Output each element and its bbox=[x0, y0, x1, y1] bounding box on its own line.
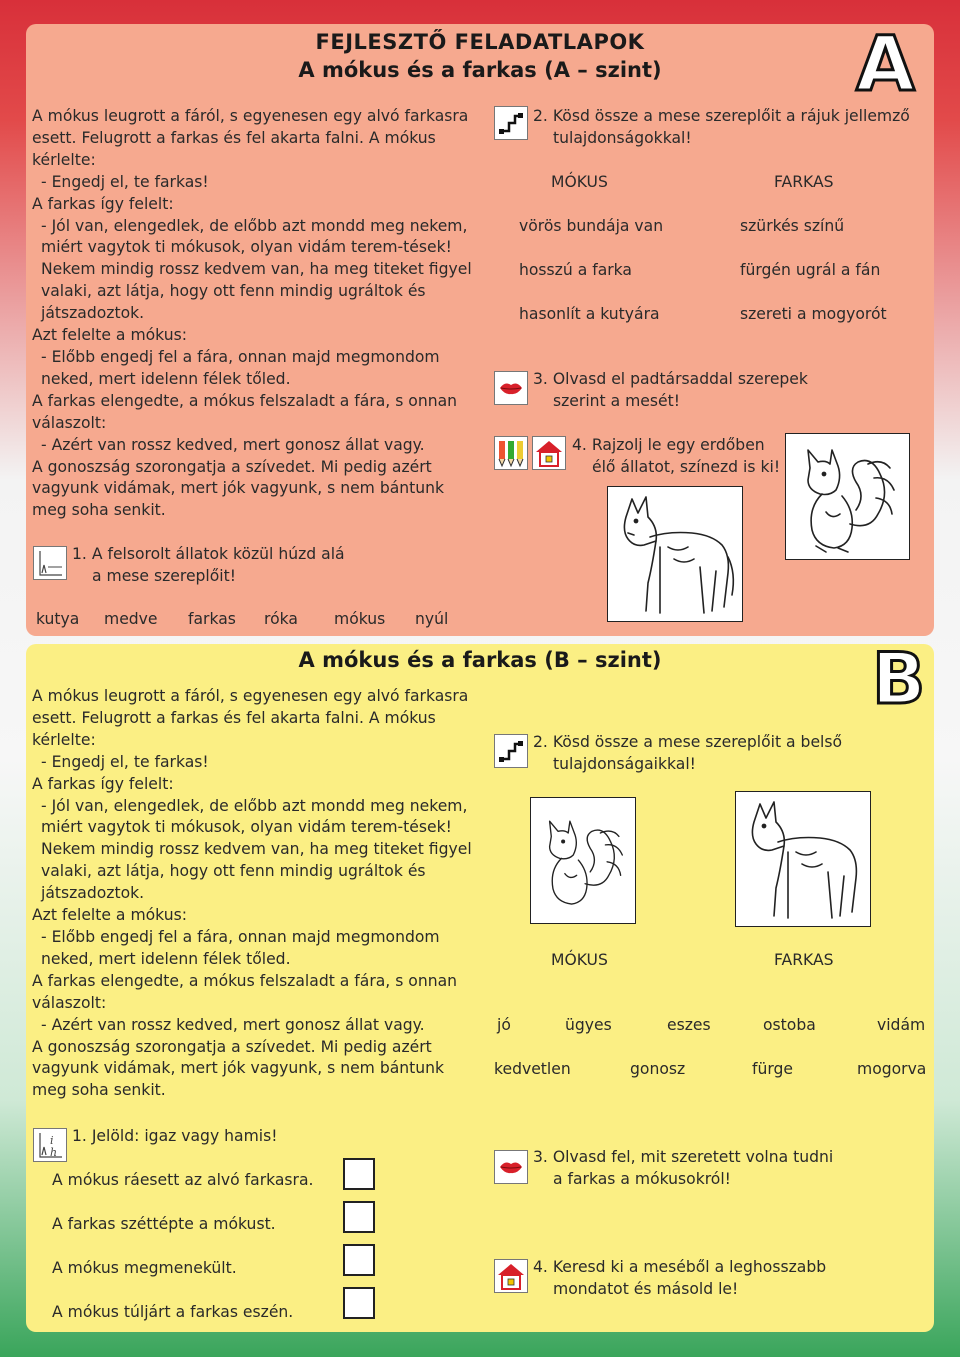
true-false-checkbox-1[interactable] bbox=[343, 1158, 375, 1190]
story-paragraph: - Jól van, elengedlek, de előbb azt mondd meg nekem, miért vagytok ti mókusok, olyan vidám terem-tések! Nekem mindig rossz kedvem van, ha meg titeket figyel valaki, azt látja, hogy ott fenn mindig ugráltok és játszadoztok. bbox=[41, 216, 472, 323]
a-trait-right-3[interactable]: szereti a mogyorót bbox=[740, 305, 887, 323]
b-statement-1: A mókus ráesett az alvó farkasra. bbox=[52, 1171, 314, 1189]
house-icon bbox=[494, 1259, 528, 1293]
b-statement-3: A mókus megmenekült. bbox=[52, 1259, 237, 1277]
a-task2-line2: tulajdonságokkal! bbox=[553, 129, 692, 147]
b-task3-line1: 3. Olvasd fel, mit szeretett volna tudni bbox=[533, 1148, 834, 1166]
story-paragraph: A farkas elengedte, a mókus felszaladt a fára, s onnan válaszolt: bbox=[32, 971, 458, 1012]
story-paragraph: - Előbb engedj fel a fára, onnan majd megmondom neked, mert idelenn félek tőled. bbox=[41, 927, 440, 968]
story-text-a bbox=[32, 106, 472, 522]
squirrel-drawing bbox=[530, 797, 636, 924]
story-text-b bbox=[32, 686, 472, 1102]
a-task3-line2: szerint a mesét! bbox=[553, 392, 680, 410]
a-animal-word-3[interactable]: farkas bbox=[188, 610, 236, 628]
story-paragraph: A farkas így felelt: bbox=[32, 774, 174, 793]
b-trait-word-9[interactable]: mogorva bbox=[857, 1060, 927, 1078]
b-task2-col-farkas: FARKAS bbox=[774, 951, 834, 969]
title-a: A mókus és a farkas (A – szint) bbox=[298, 58, 662, 82]
story-paragraph: - Azért van rossz kedved, mert gonosz állat vagy. bbox=[41, 1015, 425, 1034]
story-paragraph: Azt felelte a mókus: bbox=[32, 326, 187, 345]
story-paragraph: Azt felelte a mókus: bbox=[32, 906, 187, 925]
house-icon bbox=[532, 436, 566, 470]
b-task4-line1: 4. Keresd ki a meséből a leghosszabb bbox=[533, 1258, 827, 1276]
b-trait-word-2[interactable]: ügyes bbox=[565, 1016, 612, 1034]
b-trait-word-7[interactable]: gonosz bbox=[630, 1060, 686, 1078]
a-animal-word-5[interactable]: mókus bbox=[334, 610, 386, 628]
wolf-drawing bbox=[607, 486, 743, 622]
a-task2-line1: 2. Kösd össze a mese szereplőit a rájuk jellemző bbox=[533, 107, 910, 125]
writing-icon-b bbox=[33, 1128, 67, 1162]
story-paragraph: A gonoszság szorongatja a szívedet. Mi pedig azért vagyunk vidámak, mert jók vagyunk, s nem bántunk meg soha senkit. bbox=[32, 457, 445, 520]
a-task3-line1: 3. Olvasd el padtársaddal szerepek bbox=[533, 370, 808, 388]
b-task1-title: 1. Jelöld: igaz vagy hamis! bbox=[72, 1127, 278, 1145]
b-trait-word-6[interactable]: kedvetlen bbox=[494, 1060, 571, 1078]
a-task1-line2: a mese szereplőit! bbox=[92, 567, 237, 585]
b-trait-word-4[interactable]: ostoba bbox=[763, 1016, 816, 1034]
a-task1-line1: 1. A felsorolt állatok közül húzd alá bbox=[72, 545, 345, 563]
true-false-checkbox-3[interactable] bbox=[343, 1244, 375, 1276]
b-trait-word-1[interactable]: jó bbox=[497, 1016, 511, 1034]
story-paragraph: A farkas elengedte, a mókus felszaladt a fára, s onnan válaszolt: bbox=[32, 391, 458, 432]
lips-icon bbox=[494, 1150, 528, 1184]
level-b-letter: B bbox=[872, 638, 926, 720]
wolf-drawing bbox=[735, 791, 871, 927]
svg-text:i: i bbox=[50, 1134, 54, 1147]
story-paragraph: - Előbb engedj fel a fára, onnan majd megmondom neked, mert idelenn félek tőled. bbox=[41, 347, 440, 388]
b-trait-word-3[interactable]: eszes bbox=[667, 1016, 711, 1034]
b-statement-2: A farkas széttépte a mókust. bbox=[52, 1215, 276, 1233]
a-task2-col-farkas: FARKAS bbox=[774, 173, 834, 191]
true-false-checkbox-2[interactable] bbox=[343, 1201, 375, 1233]
story-paragraph: A mókus leugrott a fáról, s egyenesen egy alvó farkasra esett. Felugrott a farkas és fel akarta falni. A mókus kérlelte: bbox=[32, 107, 469, 169]
a-trait-right-1[interactable]: szürkés színű bbox=[740, 217, 845, 235]
svg-text:h: h bbox=[50, 1146, 58, 1159]
story-paragraph: A gonoszság szorongatja a szívedet. Mi pedig azért vagyunk vidámak, mert jók vagyunk, s nem bántunk meg soha senkit. bbox=[32, 1037, 445, 1100]
series-title: FEJLESZTŐ FELADATLAPOK bbox=[315, 30, 645, 54]
b-trait-word-5[interactable]: vidám bbox=[877, 1016, 926, 1034]
stairs-icon bbox=[494, 734, 528, 768]
story-paragraph: - Azért van rossz kedved, mert gonosz állat vagy. bbox=[41, 435, 425, 454]
a-animal-word-1[interactable]: kutya bbox=[36, 610, 80, 628]
stairs-icon bbox=[494, 106, 528, 140]
a-animal-word-2[interactable]: medve bbox=[104, 610, 158, 628]
a-task4-line2: élő állatot, színezd is ki! bbox=[592, 458, 781, 476]
b-statement-4: A mókus túljárt a farkas eszén. bbox=[52, 1303, 294, 1321]
b-task2-line1: 2. Kösd össze a mese szereplőit a belső bbox=[533, 733, 843, 751]
writing-icon-a bbox=[33, 546, 67, 580]
b-task3-line2: a farkas a mókusokról! bbox=[553, 1170, 731, 1188]
a-trait-right-2[interactable]: fürgén ugrál a fán bbox=[740, 261, 881, 279]
a-task4-line1: 4. Rajzolj le egy erdőben bbox=[572, 436, 765, 454]
level-a-letter: A bbox=[856, 19, 915, 108]
b-task2-line2: tulajdonságaikkal! bbox=[553, 755, 696, 773]
story-paragraph: - Engedj el, te farkas! bbox=[41, 172, 209, 191]
true-false-checkbox-4[interactable] bbox=[343, 1287, 375, 1319]
lips-icon bbox=[494, 371, 528, 405]
a-task2-col-mokus: MÓKUS bbox=[551, 173, 608, 191]
a-trait-left-2[interactable]: hosszú a farka bbox=[519, 261, 632, 279]
a-animal-word-6[interactable]: nyúl bbox=[415, 610, 449, 628]
story-paragraph: - Engedj el, te farkas! bbox=[41, 752, 209, 771]
pencils-icon bbox=[494, 436, 528, 470]
squirrel-drawing bbox=[785, 433, 910, 560]
story-paragraph: A mókus leugrott a fáról, s egyenesen egy alvó farkasra esett. Felugrott a farkas és fel akarta falni. A mókus kérlelte: bbox=[32, 687, 469, 749]
a-trait-left-1[interactable]: vörös bundája van bbox=[519, 217, 664, 235]
a-animal-word-4[interactable]: róka bbox=[264, 610, 298, 628]
b-task4-line2: mondatot és másold le! bbox=[553, 1280, 739, 1298]
story-paragraph: - Jól van, elengedlek, de előbb azt mondd meg nekem, miért vagytok ti mókusok, olyan vidám terem-tések! Nekem mindig rossz kedvem van, ha meg titeket figyel valaki, azt látja, hogy ott fenn mindig ugráltok és játszadoztok. bbox=[41, 796, 472, 903]
b-task2-col-mokus: MÓKUS bbox=[551, 951, 608, 969]
b-trait-word-8[interactable]: fürge bbox=[752, 1060, 794, 1078]
title-b: A mókus és a farkas (B – szint) bbox=[298, 648, 662, 672]
a-trait-left-3[interactable]: hasonlít a kutyára bbox=[519, 305, 660, 323]
story-paragraph: A farkas így felelt: bbox=[32, 194, 174, 213]
